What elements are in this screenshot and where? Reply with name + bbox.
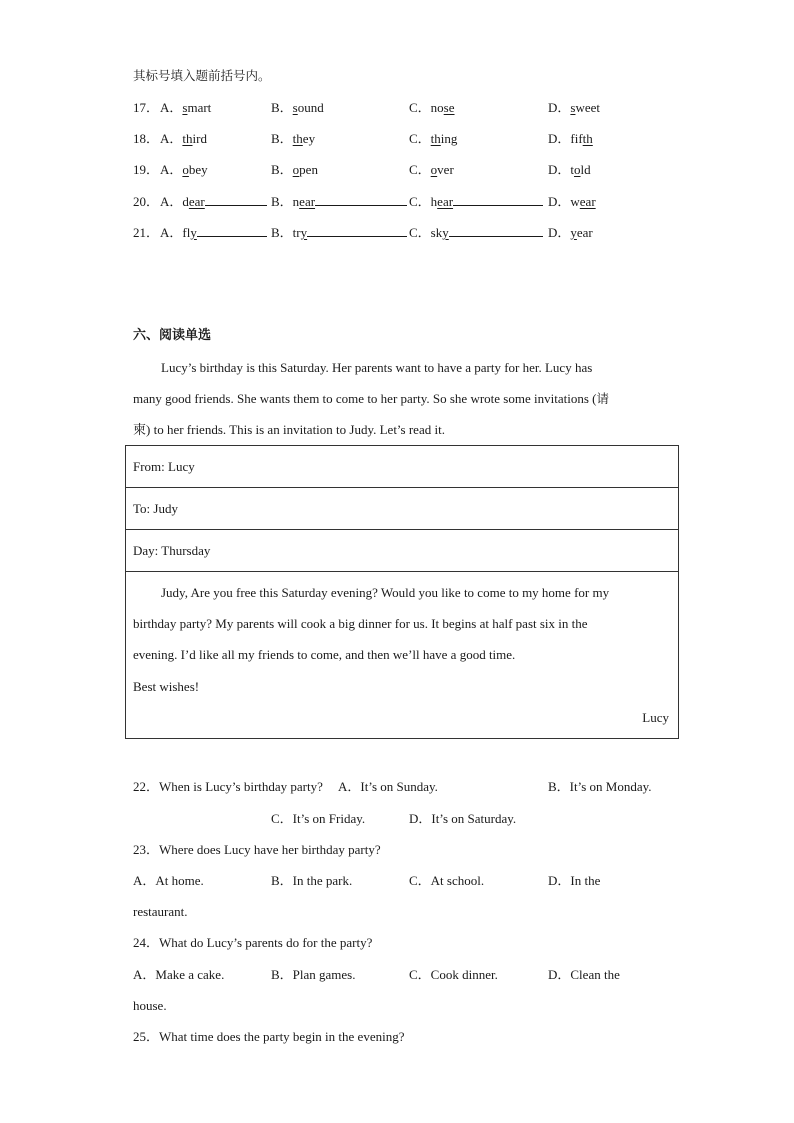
question-25: 25．What time does the party begin in the evening?: [133, 1029, 405, 1044]
letter-line: Judy, Are you free this Saturday evening? Would you like to come to my home for my: [161, 585, 610, 600]
invitation-to: To: Judy: [126, 488, 679, 530]
question-number: 21．: [133, 225, 160, 240]
option-b[interactable]: B．near: [271, 194, 407, 210]
section-title: 六、阅读单选: [133, 328, 212, 343]
option-c[interactable]: C．It’s on Friday.: [271, 811, 366, 826]
option-a[interactable]: A．fly: [160, 225, 267, 241]
answer-blank: [197, 235, 267, 237]
answer-blank: [453, 204, 543, 206]
question-number: 20．: [133, 194, 160, 209]
option-a[interactable]: A．It’s on Sunday.: [338, 779, 438, 794]
question-22: 22．When is Lucy’s birthday party?: [133, 779, 323, 794]
option-c[interactable]: C．thing: [409, 131, 458, 146]
answer-blank: [315, 204, 407, 206]
option-d[interactable]: D．fifth: [548, 131, 593, 146]
question-number: 18．: [133, 131, 160, 146]
answer-blank: [205, 204, 267, 206]
question-24: 24．What do Lucy’s parents do for the party?: [133, 935, 373, 950]
option-b[interactable]: B．Plan games.: [271, 967, 356, 982]
letter-signature: Lucy: [642, 710, 669, 725]
option-a[interactable]: A．At home.: [133, 873, 204, 888]
option-a[interactable]: A．obey: [160, 162, 208, 177]
option-b[interactable]: B．open: [271, 162, 318, 177]
option-c[interactable]: C．Cook dinner.: [409, 967, 498, 982]
passage-line: many good friends. She wants them to come to her party. So she wrote some invitations (请: [133, 391, 609, 406]
option-d-continued: house.: [133, 998, 167, 1013]
option-c[interactable]: C．sky: [409, 225, 543, 241]
option-c[interactable]: C．hear: [409, 194, 543, 210]
invitation-card: [125, 445, 679, 739]
option-a[interactable]: A．Make a cake.: [133, 967, 225, 982]
option-d[interactable]: D．told: [548, 162, 591, 177]
option-b[interactable]: B．sound: [271, 100, 324, 115]
option-c[interactable]: C．At school.: [409, 873, 485, 888]
option-b[interactable]: B．It’s on Monday.: [548, 779, 652, 794]
option-d[interactable]: D．In the: [548, 873, 601, 888]
option-d[interactable]: D．year: [548, 225, 593, 240]
option-c[interactable]: C．over: [409, 162, 454, 177]
invitation-day: Day: Thursday: [126, 530, 679, 572]
option-a[interactable]: A．dear: [160, 194, 267, 210]
question-number: 17．: [133, 100, 160, 115]
instruction-text: 其标号填入题前括号内。: [133, 68, 271, 83]
invitation-from: From: Lucy: [126, 446, 679, 488]
question-number: 19．: [133, 162, 160, 177]
option-d[interactable]: D．wear: [548, 194, 596, 209]
passage-line: Lucy’s birthday is this Saturday. Her parents want to have a party for her. Lucy has: [161, 360, 593, 375]
question-23: 23．Where does Lucy have her birthday party?: [133, 842, 381, 857]
letter-line: evening. I’d like all my friends to come, and then we’ll have a good time.: [133, 647, 516, 662]
option-c[interactable]: C．nose: [409, 100, 455, 115]
option-a[interactable]: A．third: [160, 131, 207, 146]
option-a[interactable]: A．smart: [160, 100, 212, 115]
letter-line: birthday party? My parents will cook a big dinner for us. It begins at half past six in the: [133, 616, 588, 631]
invitation-body: [126, 572, 678, 738]
option-d[interactable]: D．It’s on Saturday.: [409, 811, 517, 826]
option-d-continued: restaurant.: [133, 904, 188, 919]
answer-blank: [307, 235, 407, 237]
answer-blank: [449, 235, 543, 237]
option-d[interactable]: D．Clean the: [548, 967, 620, 982]
passage-line: 柬) to her friends. This is an invitation to Judy. Let’s read it.: [133, 422, 445, 437]
option-b[interactable]: B．try: [271, 225, 407, 241]
option-b[interactable]: B．In the park.: [271, 873, 353, 888]
letter-closing: Best wishes!: [133, 679, 200, 694]
option-b[interactable]: B．they: [271, 131, 316, 146]
option-d[interactable]: D．sweet: [548, 100, 600, 115]
